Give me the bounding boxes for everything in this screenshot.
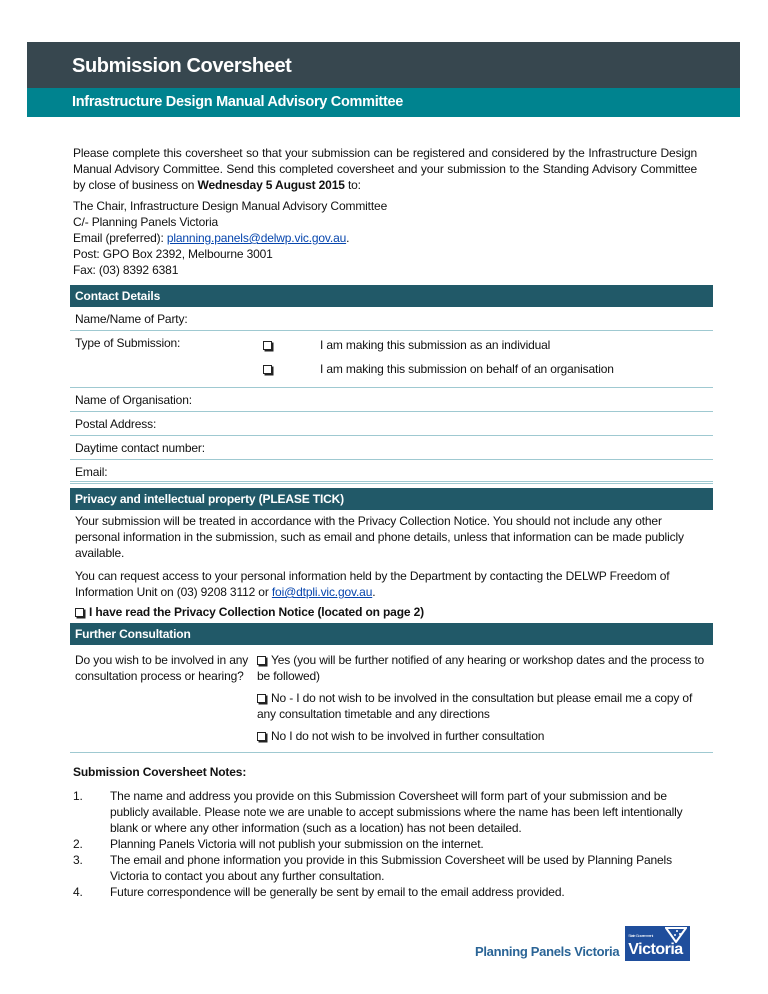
email-field[interactable]	[70, 460, 713, 484]
address-email: Email (preferred): planning.panels@delwp.vic.gov.au.	[73, 231, 350, 245]
checkbox-icon[interactable]	[75, 608, 84, 617]
privacy-text: Your submission will be treated in accordance with the Privacy Collection Notice. You should not include any other personal information in the submission, such as email and phone details, unless that information can be made publicly available.	[75, 514, 684, 560]
consult-no-option[interactable]	[257, 728, 707, 744]
privacy-foi-text: You can request access to your personal information held by the Department by contacting the DELWP Freedom of Information Unit on (03) 9208 3112 or foi@dtpli.vic.gov.au.	[75, 569, 670, 599]
item-number: 4.	[73, 885, 83, 899]
list-item	[73, 836, 697, 852]
list-item	[73, 852, 697, 884]
contact-header: Contact Details	[70, 285, 713, 307]
organisation-field[interactable]	[70, 388, 713, 412]
checkbox-icon[interactable]	[257, 732, 266, 741]
consult-row	[70, 645, 713, 753]
option-label: No I do not wish to be involved in further consultation	[271, 729, 545, 743]
consult-yes-option[interactable]	[257, 652, 707, 684]
privacy-section	[70, 488, 713, 619]
email-label: Email (preferred):	[73, 231, 167, 245]
consult-no-email-option[interactable]	[257, 690, 707, 722]
consult-header: Further Consultation	[70, 623, 713, 645]
foi-email-link[interactable]: foi@dtpli.vic.gov.au	[271, 585, 373, 599]
checkbox-icon[interactable]	[263, 365, 272, 374]
gov-small-text: State Government	[628, 933, 653, 938]
footer-logo	[475, 926, 690, 961]
checkbox-icon[interactable]	[257, 656, 266, 665]
page-subtitle: Infrastructure Design Manual Advisory Committee	[27, 88, 740, 117]
gov-text: Victoria	[628, 941, 683, 958]
phone-label: Daytime contact number:	[75, 441, 205, 455]
name-label: Name/Name of Party:	[75, 312, 188, 326]
item-number: 3.	[73, 853, 83, 867]
type-label: Type of Submission:	[75, 336, 181, 350]
postal-label: Postal Address:	[75, 417, 157, 431]
organisation-option[interactable]	[263, 362, 614, 376]
address-line: C/- Planning Panels Victoria	[73, 215, 218, 229]
consultation-section	[70, 623, 713, 753]
consult-options	[257, 652, 707, 744]
option-label: I am making this submission as an individual	[320, 338, 551, 352]
victoria-logo	[625, 926, 690, 961]
list-item	[73, 788, 697, 836]
checkbox-icon[interactable]	[263, 341, 272, 350]
intro-text: Please complete this coversheet so that your submission can be registered and considered by the Infrastructure Design Manual Advisory Committee. Send this completed coversheet and your submission to the Standing Advisory Committee by close of business on	[73, 146, 697, 192]
checkbox-icon[interactable]	[257, 694, 266, 703]
contact-details-table	[70, 285, 713, 484]
email-label: Email:	[75, 465, 108, 479]
postal-field[interactable]	[70, 412, 713, 436]
option-label: Yes (you will be further notified of any hearing or workshop dates and the process to be followed)	[257, 653, 705, 683]
item-number: 1.	[73, 789, 83, 803]
notes-list	[73, 788, 697, 900]
list-item	[73, 884, 697, 900]
item-text: Planning Panels Victoria will not publish your submission on the internet.	[110, 837, 484, 851]
map-icon	[665, 927, 687, 943]
address-post: Post: GPO Box 2392, Melbourne 3001	[73, 247, 273, 261]
address-line: The Chair, Infrastructure Design Manual Advisory Committee	[73, 199, 388, 213]
option-label: No - I do not wish to be involved in the consultation but please email me a copy of any consultation timetable and any directions	[257, 691, 693, 721]
ppv-logo-text: Planning Panels Victoria	[475, 944, 620, 959]
item-text: The name and address you provide on this Submission Coversheet will form part of your submission and be publicly available. Please note we are unable to accept submissions where the name has been left intentionally blank or where any other information (such as a location) has not been detailed.	[110, 789, 683, 835]
intro-paragraph	[73, 145, 697, 193]
option-label: I am making this submission on behalf of an organisation	[320, 362, 614, 376]
address-fax: Fax: (03) 8392 6381	[73, 263, 179, 277]
deadline: Wednesday 5 August 2015	[197, 178, 345, 192]
privacy-header: Privacy and intellectual property (PLEASE TICK)	[70, 488, 713, 510]
privacy-check-label: I have read the Privacy Collection Notice (located on page 2)	[89, 605, 424, 619]
intro-suffix: to:	[344, 178, 361, 192]
email-link[interactable]: planning.panels@delwp.vic.gov.au	[166, 231, 347, 245]
notes-section	[73, 764, 697, 900]
submission-type-row	[70, 331, 713, 388]
foi-text: You can request access to your personal information held by the Department by contacting the DELWP Freedom of Information Unit on (03) 9208 3112 or	[75, 569, 670, 599]
phone-field[interactable]	[70, 436, 713, 460]
individual-option[interactable]	[263, 338, 550, 352]
org-label: Name of Organisation:	[75, 393, 192, 407]
notes-title: Submission Coversheet Notes:	[73, 765, 247, 779]
item-text: Future correspondence will be generally be sent by email to the email address provided.	[110, 885, 565, 899]
address-block	[73, 198, 387, 278]
privacy-checkbox[interactable]	[70, 605, 713, 619]
page-title: Submission Coversheet	[27, 42, 740, 88]
item-text: The email and phone information you provide in this Submission Coversheet will be used by Planning Panels Victoria to contact you about any further consultation.	[110, 853, 672, 883]
item-number: 2.	[73, 837, 83, 851]
consult-question: Do you wish to be involved in any consultation process or hearing?	[75, 653, 249, 683]
name-field[interactable]	[70, 307, 713, 331]
